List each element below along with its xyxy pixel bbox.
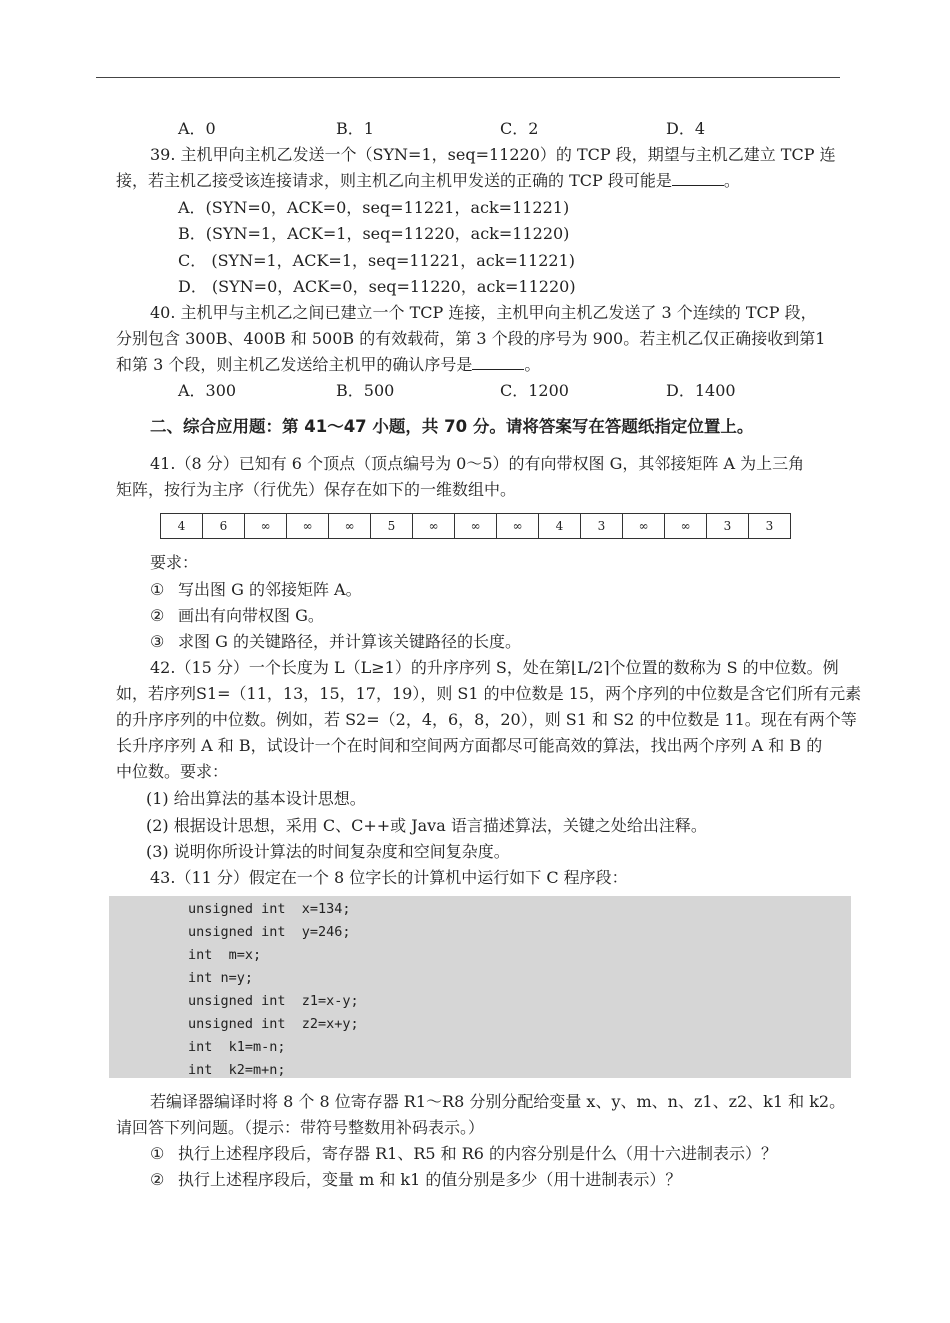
question-text: 执行上述程序段后，变量 m 和 k1 的值分别是多少（用十进制表示）？ bbox=[178, 1170, 682, 1189]
answer-blank bbox=[472, 355, 524, 370]
code-line: int n=y; bbox=[188, 970, 254, 986]
code-line: int k2=m+n; bbox=[188, 1062, 286, 1078]
q40-option-a: A．300 bbox=[178, 381, 237, 400]
array-cell: ∞ bbox=[497, 514, 539, 539]
q41-line-1: 41.（8 分）已知有 6 个顶点（顶点编号为 0～5）的有向带权图 G，其邻接矩阵 A 为上三角 bbox=[150, 454, 805, 473]
q39-option-d: D． (SYN=0，ACK=0，seq=11220，ack=11220) bbox=[178, 277, 576, 296]
array-cell: ∞ bbox=[329, 514, 371, 539]
q41-requirements-title: 要求： bbox=[150, 553, 199, 572]
array-cell: 4 bbox=[161, 514, 203, 539]
array-cell: 3 bbox=[749, 514, 791, 539]
circled-number: ② bbox=[150, 606, 165, 625]
q42-requirement-3: (3) 说明你所设计算法的时间复杂度和空间复杂度。 bbox=[146, 842, 510, 861]
q40-option-b: B．500 bbox=[336, 381, 395, 400]
q42-requirement-1: (1) 给出算法的基本设计思想。 bbox=[146, 789, 366, 808]
array-cell: ∞ bbox=[287, 514, 329, 539]
q40-line-2: 分别包含 300B、400B 和 500B 的有效载荷，第 3 个段的序号为 900。若主机乙仅正确接收到第1 bbox=[116, 329, 826, 348]
header-rule bbox=[96, 77, 840, 78]
q42-line-4: 长升序序列 A 和 B，试设计一个在时间和空间两方面都尽可能高效的算法，找出两个序列 A 和 B 的 bbox=[116, 736, 823, 755]
q40-option-d: D．1400 bbox=[666, 381, 736, 400]
code-line: unsigned int x=134; bbox=[188, 901, 351, 917]
answer-blank bbox=[672, 171, 724, 186]
q39-line-2 bbox=[116, 168, 740, 194]
q42-line-3: 的升序序列的中位数。例如，若 S2=（2，4，6，8，20），则 S1 和 S2 的中位数是 11。现在有两个等 bbox=[116, 710, 857, 729]
q38-option-b: B．1 bbox=[336, 119, 374, 138]
q42-requirement-2: (2) 根据设计思想，采用 C、C++或 Java 语言描述算法，关键之处给出注释。 bbox=[146, 816, 707, 835]
array-cell: 6 bbox=[203, 514, 245, 539]
q39-option-c: C． (SYN=1，ACK=1，seq=11221，ack=11221) bbox=[178, 251, 575, 270]
code-line: int m=x; bbox=[188, 947, 262, 963]
q41-requirement-1 bbox=[150, 577, 362, 603]
q39-option-a: A．(SYN=0，ACK=0，seq=11221，ack=11221) bbox=[178, 198, 570, 217]
circled-number: ① bbox=[150, 1144, 165, 1163]
q39-line-2-text: 接，若主机乙接受该连接请求，则主机乙向主机甲发送的正确的 TCP 段可能是 bbox=[116, 171, 672, 190]
q38-option-d: D．4 bbox=[666, 119, 706, 138]
requirement-text: 画出有向带权图 G。 bbox=[178, 606, 324, 625]
array-cell: 3 bbox=[581, 514, 623, 539]
array-cell: 4 bbox=[539, 514, 581, 539]
circled-number: ② bbox=[150, 1170, 165, 1189]
code-line: unsigned int y=246; bbox=[188, 924, 351, 940]
array-cell: ∞ bbox=[245, 514, 287, 539]
q39-option-b: B．(SYN=1，ACK=1，seq=11220，ack=11220) bbox=[178, 224, 570, 243]
q43-line-1: 43.（11 分）假定在一个 8 位字长的计算机中运行如下 C 程序段： bbox=[150, 868, 628, 887]
q40-option-c: C．1200 bbox=[500, 381, 569, 400]
q43-question-1 bbox=[150, 1141, 777, 1167]
q43-after-2: 请回答下列问题。（提示：带符号整数用补码表示。） bbox=[116, 1118, 485, 1137]
requirement-text: 写出图 G 的邻接矩阵 A。 bbox=[178, 580, 362, 599]
code-line: int k1=m-n; bbox=[188, 1039, 286, 1055]
array-cell: ∞ bbox=[413, 514, 455, 539]
q39-line-1: 39. 主机甲向主机乙发送一个（SYN=1，seq=11220）的 TCP 段，期望与主机乙建立 TCP 连 bbox=[150, 145, 836, 164]
array-cell: ∞ bbox=[455, 514, 497, 539]
q40-line-3-end: 。 bbox=[524, 355, 541, 374]
q42-line-1: 42.（15 分）一个长度为 L（L≥1）的升序序列 S，处在第⌊L/2⌉个位置的数称为 S 的中位数。例 bbox=[150, 658, 839, 677]
section-heading: 二、综合应用题：第 41～47 小题，共 70 分。请将答案写在答题纸指定位置上。 bbox=[150, 417, 754, 436]
q39-line-2-end: 。 bbox=[723, 171, 740, 190]
q41-requirement-2 bbox=[150, 603, 324, 629]
q41-requirement-3 bbox=[150, 629, 521, 655]
q38-option-c: C．2 bbox=[500, 119, 539, 138]
q42-line-2: 如，若序列S1=（11，13，15，17，19），则 S1 的中位数是 15，两个序列的中位数是含它们所有元素 bbox=[116, 684, 862, 703]
q43-question-2 bbox=[150, 1167, 681, 1193]
q41-line-2: 矩阵，按行为主序（行优先）保存在如下的一维数组中。 bbox=[116, 480, 517, 499]
circled-number: ③ bbox=[150, 632, 165, 651]
array-cell: 3 bbox=[707, 514, 749, 539]
code-line: unsigned int z2=x+y; bbox=[188, 1016, 359, 1032]
one-dimensional-array bbox=[160, 513, 791, 539]
array-cell: ∞ bbox=[665, 514, 707, 539]
q40-line-3 bbox=[116, 352, 540, 378]
array-cell: 5 bbox=[371, 514, 413, 539]
question-text: 执行上述程序段后，寄存器 R1、R5 和 R6 的内容分别是什么（用十六进制表示）？ bbox=[178, 1144, 778, 1163]
code-line: unsigned int z1=x-y; bbox=[188, 993, 359, 1009]
q42-line-5: 中位数。要求： bbox=[116, 762, 229, 781]
array-row bbox=[161, 514, 791, 539]
requirement-text: 求图 G 的关键路径，并计算该关键路径的长度。 bbox=[178, 632, 521, 651]
code-block bbox=[109, 896, 851, 1078]
q38-option-a: A．0 bbox=[178, 119, 216, 138]
array-cell: ∞ bbox=[623, 514, 665, 539]
q40-line-1: 40. 主机甲与主机乙之间已建立一个 TCP 连接，主机甲向主机乙发送了 3 个连续的 TCP 段， bbox=[150, 303, 817, 322]
q43-after-1: 若编译器编译时将 8 个 8 位寄存器 R1～R8 分别分配给变量 x、y、m、n、z1、z2、k1 和 k2。 bbox=[150, 1092, 846, 1111]
circled-number: ① bbox=[150, 580, 165, 599]
q40-line-3-text: 和第 3 个段，则主机乙发送给主机甲的确认序号是 bbox=[116, 355, 473, 374]
